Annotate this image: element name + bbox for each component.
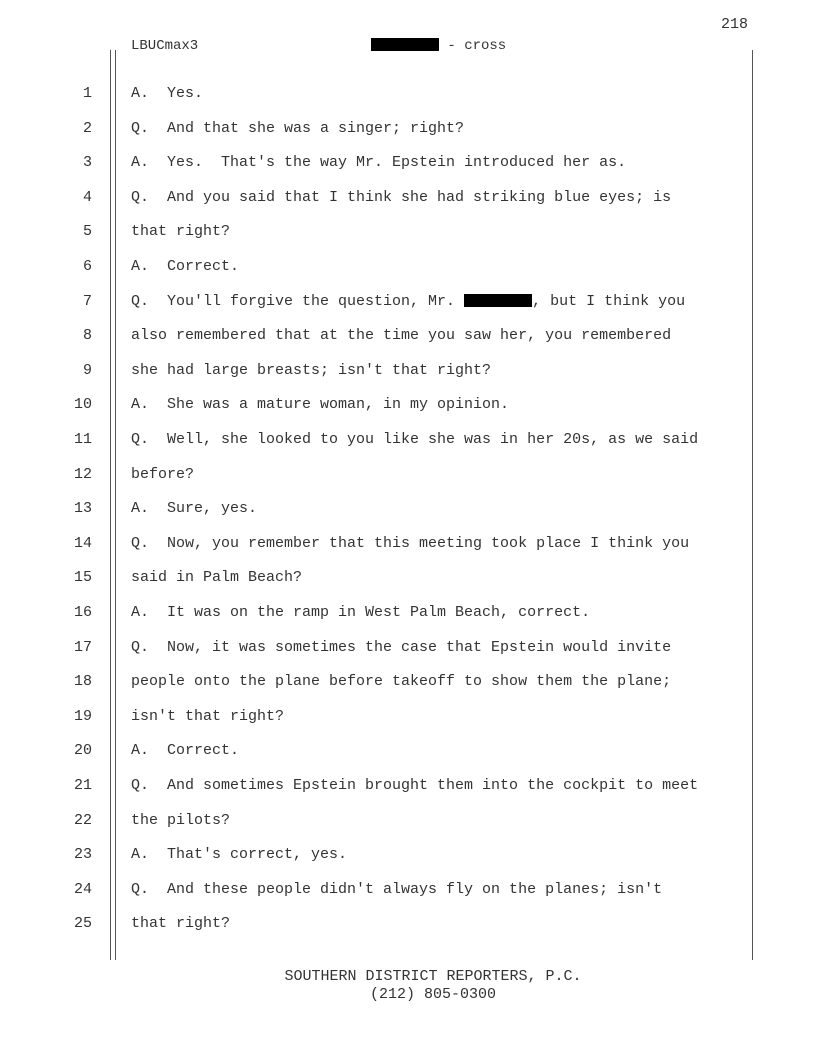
line-text-segment: A. It was on the ramp in West Palm Beach, correct. [131, 604, 591, 621]
line-text-segment: isn't that right? [131, 707, 285, 725]
transcript-line [0, 631, 816, 665]
line-number: 17 [73, 638, 92, 656]
line-text [131, 500, 257, 517]
transcript-line [0, 492, 816, 526]
line-text-segment: the pilots? [131, 811, 231, 829]
transcript-line [0, 596, 816, 630]
line-text [131, 673, 671, 690]
line-number: 16 [73, 604, 92, 621]
case-id: LBUCmax3 [131, 38, 199, 54]
transcript-line [0, 527, 816, 561]
line-text [131, 846, 347, 863]
line-text [131, 258, 239, 275]
line-number: 6 [82, 258, 92, 275]
transcript-line [0, 423, 816, 457]
line-text-segment: said in Palm Beach? [131, 569, 303, 587]
line-text [131, 742, 239, 759]
line-text-segment: Q. You'll forgive the question, Mr. [131, 292, 465, 310]
line-text-segment: Q. And these people didn't always fly on the planes; isn't [131, 880, 663, 898]
line-text-segment: Q. Well, she looked to you like she was in her 20s, as we said [131, 431, 699, 448]
line-text [131, 431, 698, 448]
line-number: 23 [73, 846, 92, 864]
line-text [131, 396, 509, 413]
line-number: 5 [82, 223, 92, 241]
line-text [131, 708, 284, 725]
transcript-line [0, 665, 816, 699]
line-text-segment: A. Yes. [131, 85, 204, 102]
transcript-line [0, 838, 816, 872]
line-text-segment: she had large breasts; isn't that right? [131, 361, 492, 379]
line-text-segment: A. She was a mature woman, in my opinion. [131, 396, 510, 414]
transcript-line [0, 250, 816, 284]
line-text [131, 639, 671, 656]
transcript-line [0, 907, 816, 941]
line-number: 4 [82, 188, 92, 206]
line-text [131, 777, 698, 794]
line-text-segment: A. Correct. [131, 258, 240, 275]
line-text-segment: Q. Now, you remember that this meeting took place I think you [131, 534, 690, 552]
line-text-segment: that right? [131, 223, 231, 241]
line-number: 9 [82, 361, 92, 379]
line-text [131, 327, 671, 344]
transcript-line [0, 215, 816, 249]
transcript-line [0, 285, 816, 319]
transcript-header [131, 38, 751, 58]
transcript-line [0, 112, 816, 146]
line-text-segment: A. Correct. [131, 742, 240, 760]
transcript-line [0, 319, 816, 353]
line-number: 25 [73, 915, 92, 933]
transcript-line [0, 77, 816, 111]
line-number: 20 [73, 742, 92, 760]
line-number: 11 [73, 431, 92, 448]
line-text-segment: , but I think you [532, 292, 686, 310]
line-text [131, 915, 230, 932]
line-text [131, 569, 302, 586]
reporter-name: SOUTHERN DISTRICT REPORTERS, P.C. [284, 968, 582, 985]
line-text [131, 881, 662, 898]
transcript-line [0, 873, 816, 907]
line-text [131, 223, 230, 240]
transcript-line [0, 734, 816, 768]
line-number: 22 [73, 811, 92, 829]
line-text-segment: Q. And you said that I think she had striking blue eyes; is [131, 188, 672, 206]
line-number: 10 [73, 396, 92, 414]
transcript-line [0, 804, 816, 838]
line-text-segment: people onto the plane before takeoff to show them the plane; [131, 673, 672, 691]
line-number: 21 [73, 777, 92, 794]
line-number: 14 [73, 534, 92, 552]
line-number: 3 [82, 154, 92, 172]
transcript-line [0, 769, 816, 803]
line-number: 2 [82, 119, 92, 137]
line-text-segment: A. That's correct, yes. [131, 846, 348, 864]
line-text-segment: Q. Now, it was sometimes the case that Epstein would invite [131, 638, 672, 656]
line-text [131, 362, 491, 379]
line-text [131, 154, 626, 171]
line-text-segment: A. Sure, yes. [131, 500, 258, 518]
page-number: 218 [720, 16, 748, 33]
line-number: 19 [73, 707, 92, 725]
line-text [131, 189, 671, 206]
redaction-bar [371, 38, 439, 51]
line-text [131, 466, 194, 483]
transcript-line [0, 146, 816, 180]
line-text-segment: Q. And that she was a singer; right? [131, 119, 465, 137]
line-text-segment: that right? [131, 915, 231, 933]
line-number: 15 [73, 569, 92, 587]
line-text [131, 535, 689, 552]
line-number: 1 [82, 85, 92, 102]
line-number: 13 [73, 500, 92, 518]
line-number: 8 [82, 327, 92, 345]
transcript-line [0, 388, 816, 422]
redaction-bar [464, 294, 532, 307]
line-text-segment: Q. And sometimes Epstein brought them into the cockpit to meet [131, 777, 699, 794]
line-text-segment: also remembered that at the time you saw her, you remembered [131, 327, 672, 345]
witness-suffix: - cross [439, 38, 507, 54]
witness-label [371, 38, 506, 54]
line-number: 12 [73, 465, 92, 483]
line-text [131, 85, 203, 102]
line-number: 18 [73, 673, 92, 691]
line-text-segment: A. Yes. That's the way Mr. Epstein introduced her as. [131, 154, 627, 172]
line-number: 7 [82, 292, 92, 310]
transcript-line [0, 700, 816, 734]
transcript-line [0, 458, 816, 492]
reporter-phone: (212) 805-0300 [369, 986, 497, 1003]
line-text [131, 293, 685, 310]
line-number: 24 [73, 880, 92, 898]
line-text [131, 120, 464, 137]
transcript-line [0, 354, 816, 388]
line-text-segment: before? [131, 465, 195, 483]
line-text [131, 604, 590, 621]
transcript-line [0, 181, 816, 215]
transcript-line [0, 561, 816, 595]
line-text [131, 812, 230, 829]
page-footer [0, 968, 816, 1004]
